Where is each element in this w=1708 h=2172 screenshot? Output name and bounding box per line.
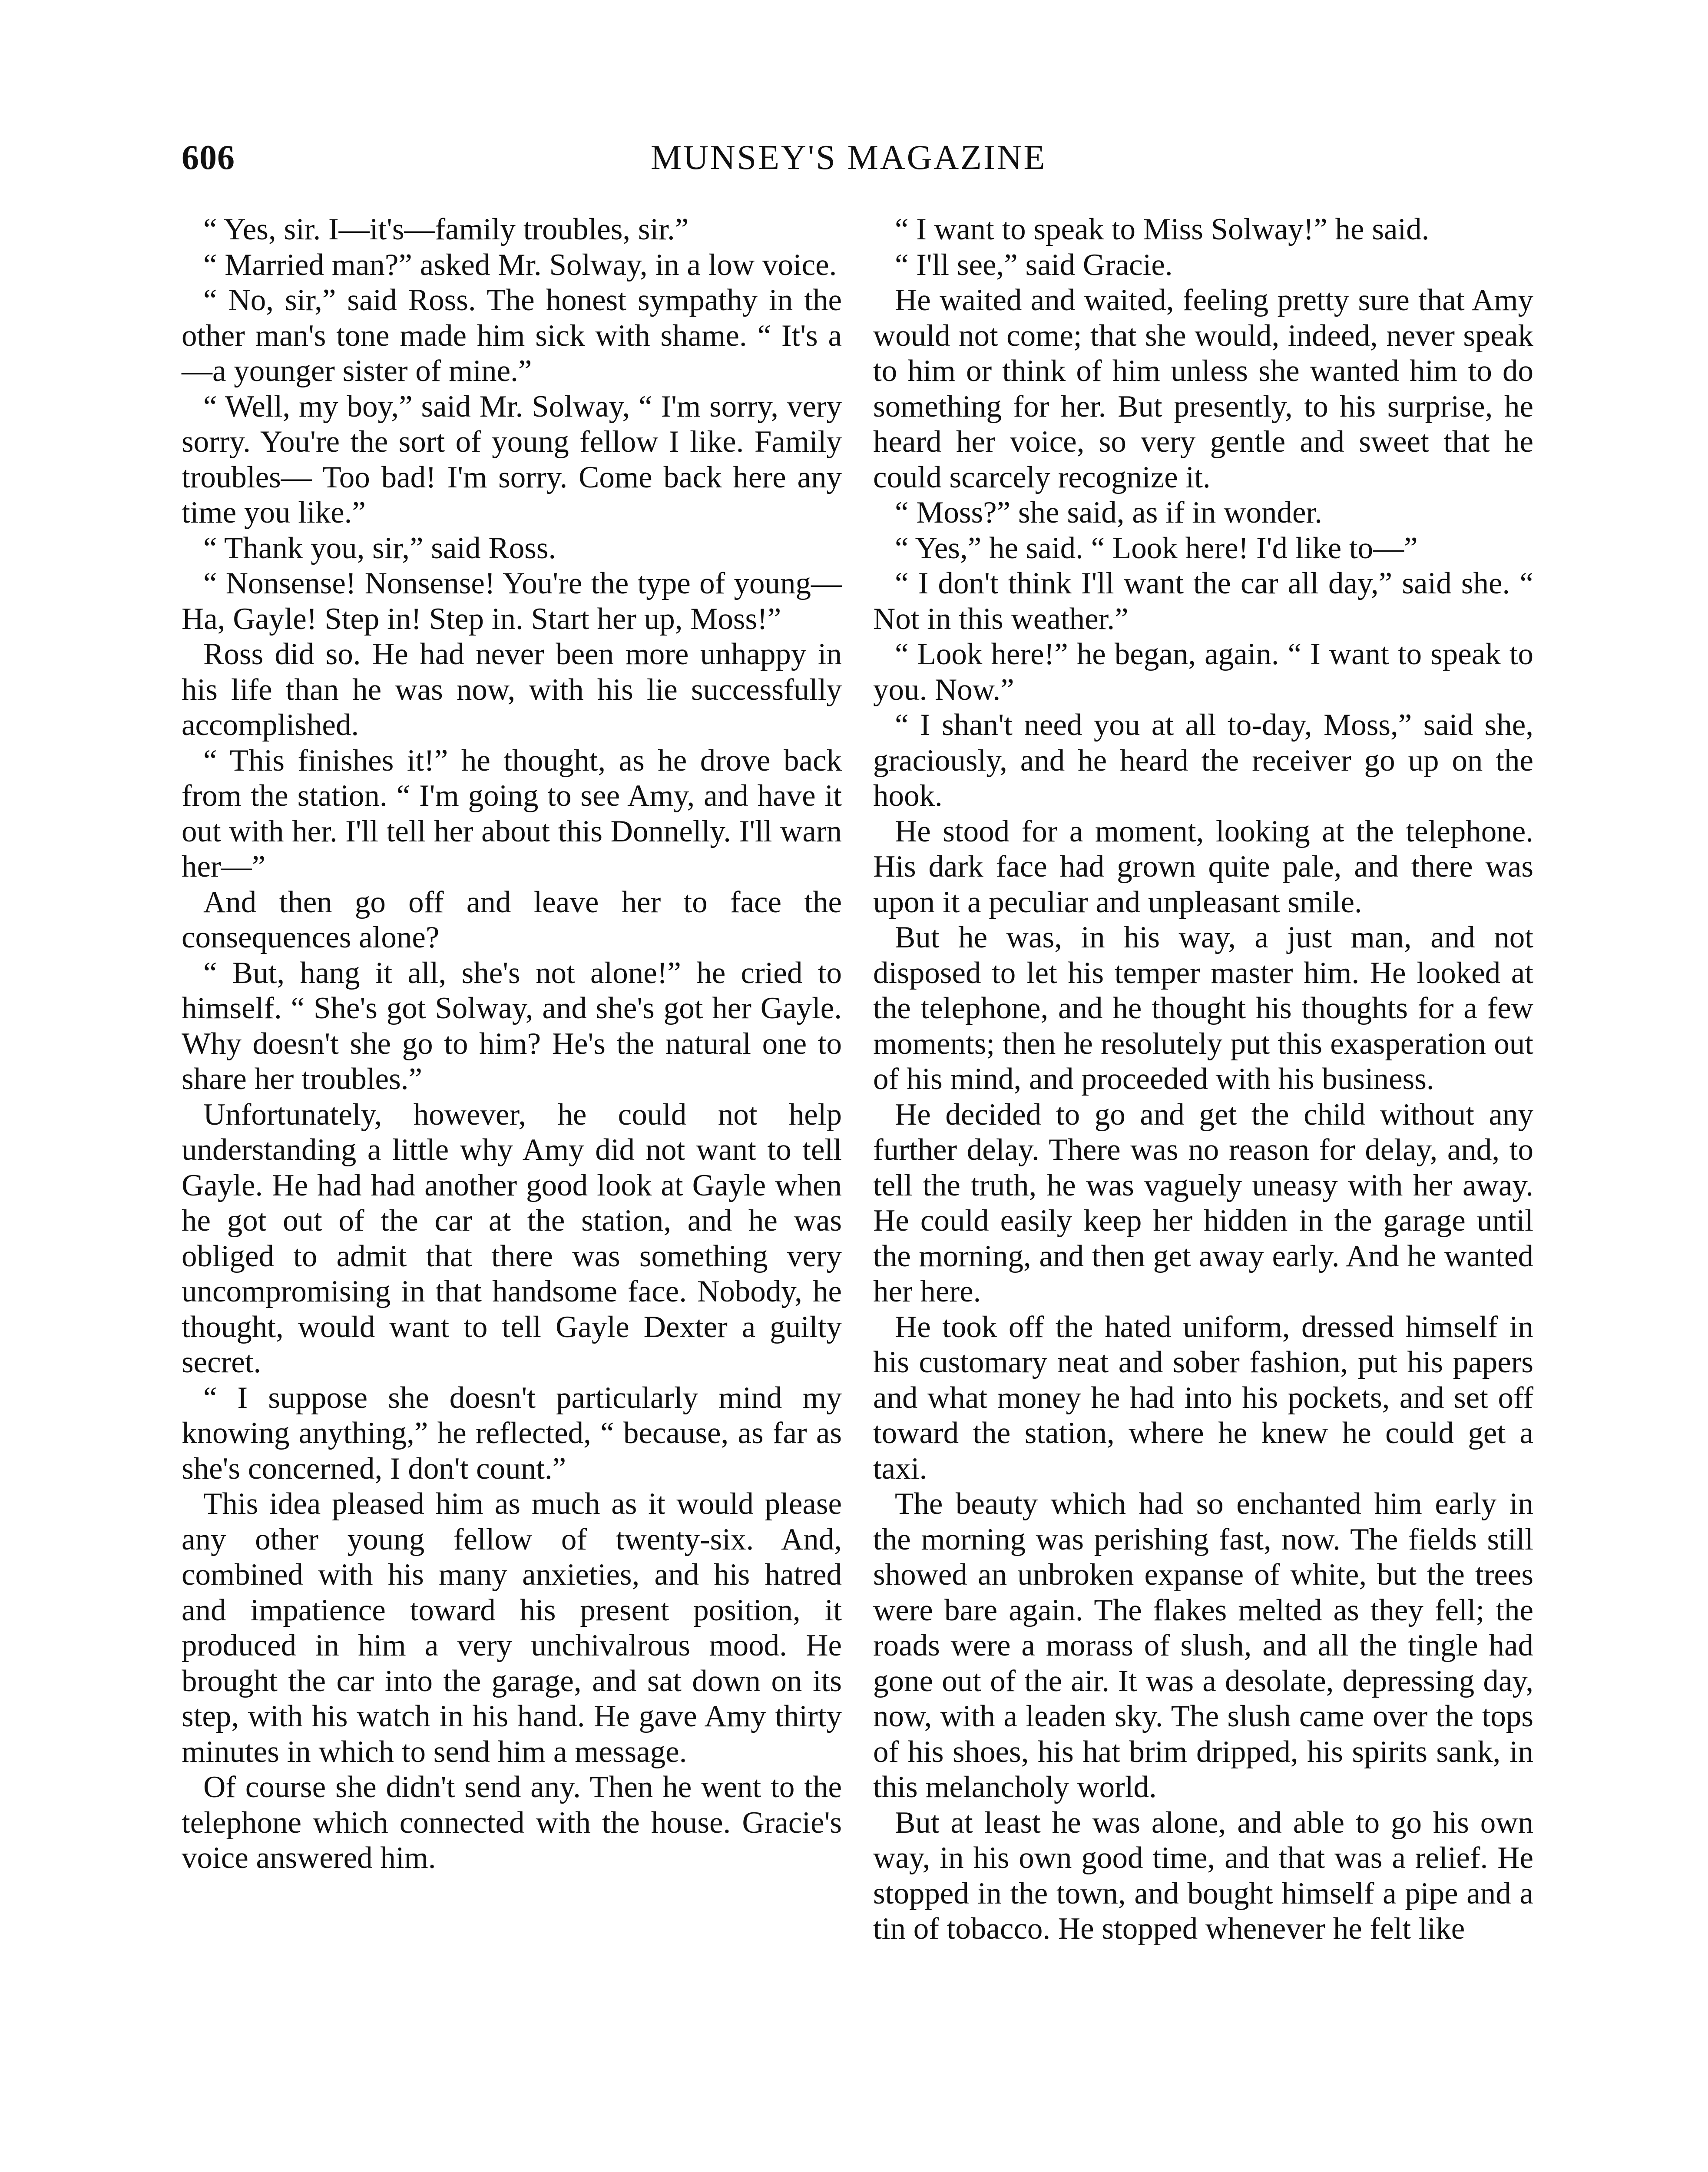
paragraph: He waited and waited, feeling pretty sure that Amy would not come; that she would, indeed, never speak to him or think of him unless she wanted him to do something for her. But presently, to his surprise, he heard her voice, so very gentle and sweet that he could scarcely recognize it. <box>873 283 1533 494</box>
running-head: MUNSEY'S MAGAZINE <box>651 139 1047 177</box>
paragraph: Ross did so. He had never been more unhappy in his life than he was now, with his lie successfully accomplished. <box>182 637 842 742</box>
paragraph: “ I suppose she doesn't particularly mind my knowing anything,” he reflected, “ because, as far as she's concerned, I don't count.” <box>182 1381 842 1486</box>
paragraph: “ I don't think I'll want the car all day,” said she. “ Not in this weather.” <box>873 566 1533 636</box>
paragraph: He decided to go and get the child without any further delay. There was no reason for delay, and, to tell the truth, he was vaguely uneasy with her away. He could easily keep her hidden in the garage until the morning, and then get away early. And he wanted her here. <box>873 1097 1533 1308</box>
paragraph: Of course she didn't send any. Then he went to the telephone which connected with the house. Gracie's voice answered him. <box>182 1770 842 1875</box>
page-header <box>182 138 1055 186</box>
paragraph: And then go off and leave her to face the consequences alone? <box>182 885 842 954</box>
paragraph: “ I shan't need you at all to-day, Moss,” said she, graciously, and he heard the receiver go up on the hook. <box>873 708 1533 813</box>
right-column <box>873 212 1533 1947</box>
paragraph: “ Thank you, sir,” said Ross. <box>203 531 556 565</box>
paragraph: “ No, sir,” said Ross. The honest sympathy in the other man's tone made him sick with shame. “ It's a—a younger sister of mine.” <box>182 283 842 388</box>
paragraph: This idea pleased him as much as it would please any other young fellow of twenty-six. And, combined with his many anxieties, and his hatred and impatience toward his present position, it produced in him a very unchivalrous mood. He brought the car into the garage, and sat down on its step, with his watch in his hand. He gave Amy thirty minutes in which to send him a message. <box>182 1487 842 1769</box>
paragraph: “ Married man?” asked Mr. Solway, in a low voice. <box>203 248 837 282</box>
paragraph: He stood for a moment, looking at the telephone. His dark face had grown quite pale, and there was upon it a peculiar and unpleasant smile. <box>873 814 1533 919</box>
paragraph: “ But, hang it all, she's not alone!” he cried to himself. “ She's got Solway, and she's got her Gayle. Why doesn't she go to him? He's the natural one to share her troubles.” <box>182 956 842 1096</box>
paragraph: “ Look here!” he began, again. “ I want to speak to you. Now.” <box>873 637 1533 707</box>
paragraph: “ This finishes it!” he thought, as he drove back from the station. “ I'm going to see Amy, and have it out with her. I'll tell her about this Donnelly. I'll warn her—” <box>182 743 842 884</box>
paragraph: He took off the hated uniform, dressed himself in his customary neat and sober fashion, put his papers and what money he had into his pockets, and set off toward the station, where he knew he could get a taxi. <box>873 1310 1533 1486</box>
paragraph: “ I'll see,” said Gracie. <box>895 248 1173 282</box>
paragraph: “ Moss?” she said, as if in wonder. <box>895 496 1322 530</box>
page-number: 606 <box>182 139 235 177</box>
left-column <box>182 212 842 1876</box>
paragraph: “ Well, my boy,” said Mr. Solway, “ I'm sorry, very sorry. You're the sort of young fellow I like. Family troubles— Too bad! I'm sorry. Come back here any time you like.” <box>182 389 842 530</box>
paragraph: Unfortunately, however, he could not help understanding a little why Amy did not want to tell Gayle. He had had another good look at Gayle when he got out of the car at the station, and he was obliged to admit that there was something very uncompromising in that handsome face. Nobody, he thought, would want to tell Gayle Dexter a guilty secret. <box>182 1097 842 1379</box>
paragraph: “ I want to speak to Miss Solway!” he said. <box>895 212 1430 246</box>
paragraph: But he was, in his way, a just man, and not disposed to let his temper master him. He looked at the telephone, and he thought his thoughts for a few moments; then he resolutely put this exasperation out of his mind, and proceeded with his business. <box>873 920 1533 1096</box>
paragraph: The beauty which had so enchanted him early in the morning was perishing fast, now. The fields still showed an unbroken expanse of white, but the trees were bare again. The flakes melted as they fell; the roads were a morass of slush, and all the tingle had gone out of the air. It was a desolate, depressing day, now, with a leaden sky. The slush came over the tops of his shoes, his hat brim dripped, his spirits sank, in this melancholy world. <box>873 1487 1533 1804</box>
paragraph: But at least he was alone, and able to go his own way, in his own good time, and that was a relief. He stopped in the town, and bought himself a pipe and a tin of tobacco. He stopped whenever he felt like <box>873 1805 1533 1946</box>
paragraph: “ Yes,” he said. “ Look here! I'd like to—” <box>895 531 1418 565</box>
paragraph: “ Yes, sir. I—it's—family troubles, sir.” <box>203 212 689 246</box>
paragraph: “ Nonsense! Nonsense! You're the type of young— Ha, Gayle! Step in! Step in. Start her up, Moss!” <box>182 566 842 636</box>
